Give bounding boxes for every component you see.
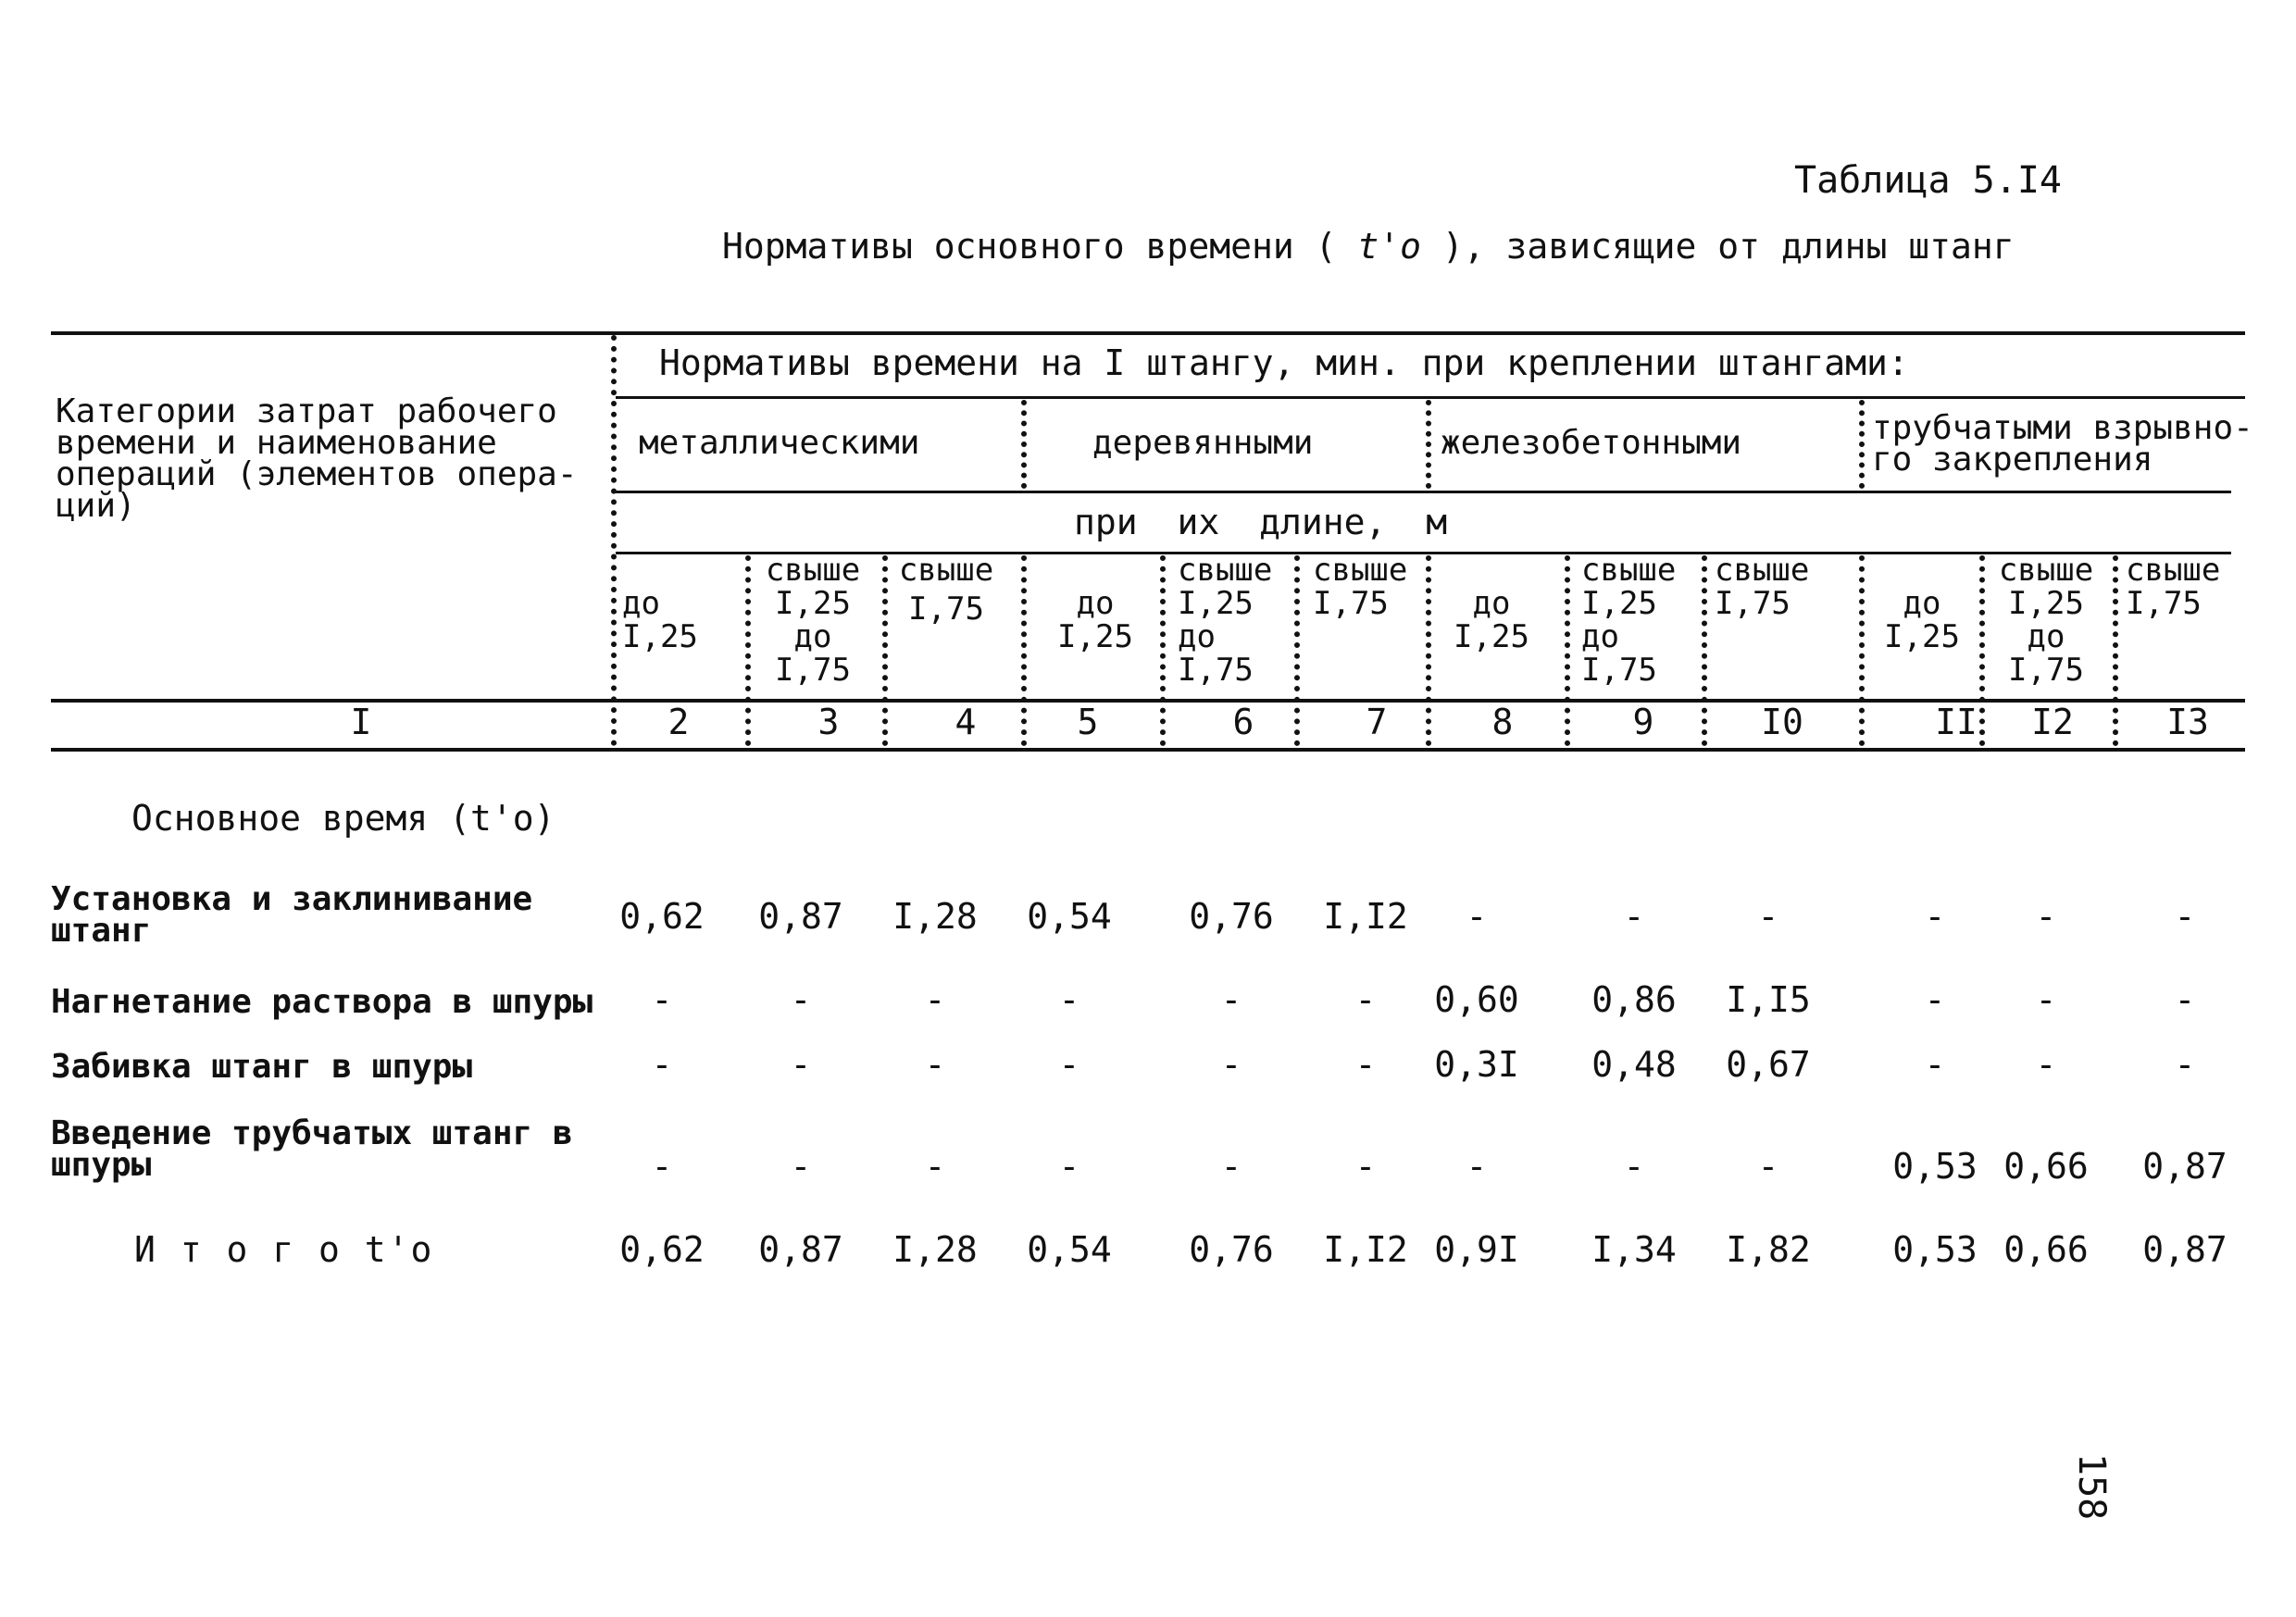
- row-label-installation: Установка и заклинивание штанг: [51, 880, 533, 950]
- table-cell: -: [651, 1044, 673, 1085]
- table-cell: -: [2035, 979, 2057, 1020]
- table-cell: 0,67: [1726, 1044, 1811, 1085]
- row-label-injection: Нагнетание раствора в шпуры: [51, 983, 593, 1021]
- group-title-line: [616, 396, 2245, 399]
- length-title: при их длине, м: [1074, 502, 1448, 542]
- table-cell: 0,62: [619, 896, 705, 937]
- table-cell: -: [2174, 896, 2196, 937]
- table-cell: I,28: [892, 1229, 978, 1270]
- group-sep-2: [1426, 400, 1431, 489]
- table-cell: -: [2174, 1044, 2196, 1085]
- table-cell: I,I2: [1323, 1229, 1408, 1270]
- table-cell: I,82: [1726, 1229, 1811, 1270]
- category-header: Категории затрат рабочего времени и наименование операций (элементов опера- ций): [56, 392, 578, 525]
- table-cell: -: [1466, 1146, 1488, 1187]
- table-cell: -: [924, 1044, 946, 1085]
- table-cell: 0,87: [2142, 1146, 2227, 1187]
- table-cell: -: [1623, 896, 1645, 937]
- table-cell: -: [1354, 1044, 1377, 1085]
- sub-sep-8: [1702, 555, 1707, 746]
- table-cell: -: [1623, 1146, 1645, 1187]
- sub-col-11: до I,25: [1884, 585, 1960, 655]
- sub-col-7: свыше I,75: [1313, 552, 1408, 622]
- table-cell: 0,87: [758, 896, 843, 937]
- table-cell: -: [1220, 979, 1242, 1020]
- table-cell: -: [2035, 1044, 2057, 1085]
- table-cell: -: [1354, 979, 1377, 1020]
- table-top-rule: [51, 331, 2245, 335]
- col-number-2: 2: [668, 702, 690, 742]
- table-cell: I,34: [1591, 1229, 1677, 1270]
- col-number-6: 6: [1232, 702, 1254, 742]
- table-cell: 0,53: [1892, 1146, 1978, 1187]
- table-cell: 0,87: [2142, 1229, 2227, 1270]
- col-number-13: I3: [2166, 702, 2209, 742]
- title-symbol: t'o: [1357, 226, 1421, 267]
- number-row-bottom-rule: [51, 748, 2245, 752]
- table-cell: 0,48: [1591, 1044, 1677, 1085]
- table-cell: 0,66: [2003, 1229, 2089, 1270]
- col-number-3: 3: [817, 702, 840, 742]
- sub-sep-3: [1021, 555, 1027, 746]
- sub-sep-11: [2113, 555, 2118, 746]
- table-cell: -: [1220, 1044, 1242, 1085]
- table-cell: 0,54: [1027, 1229, 1112, 1270]
- col-number-10: I0: [1761, 702, 1803, 742]
- col-number-11: II: [1935, 702, 1978, 742]
- table-cell: 0,53: [1892, 1229, 1978, 1270]
- sub-col-5: до I,25: [1057, 585, 1133, 655]
- group-title: Нормативы времени на I штангу, мин. при креплении штангами:: [659, 342, 1909, 383]
- sub-sep-2: [882, 555, 888, 746]
- table-cell: 0,54: [1027, 896, 1112, 937]
- sub-col-3: свыше I,25 до I,75: [765, 552, 861, 689]
- table-cell: -: [1757, 1146, 1779, 1187]
- page-number: 158: [2070, 1453, 2113, 1521]
- table-cell: -: [1924, 979, 1946, 1020]
- table-title: [722, 226, 2015, 267]
- table-cell: -: [651, 1146, 673, 1187]
- table-cell: -: [651, 979, 673, 1020]
- group-names-line: [616, 491, 2231, 493]
- col-number-9: 9: [1632, 702, 1654, 742]
- table-cell: 0,66: [2003, 1146, 2089, 1187]
- section-title: Основное время (t'o): [131, 798, 555, 839]
- table-cell: -: [924, 1146, 946, 1187]
- table-cell: -: [1220, 1146, 1242, 1187]
- title-prefix: Нормативы основного времени (: [722, 226, 1337, 267]
- table-cell: 0,62: [619, 1229, 705, 1270]
- sub-sep-1: [745, 555, 751, 746]
- col-number-4: 4: [955, 702, 977, 742]
- table-cell: -: [1354, 1146, 1377, 1187]
- total-label: И т о г о t'o: [134, 1229, 434, 1270]
- sub-sep-5: [1294, 555, 1300, 746]
- sub-col-4: свыше I,75: [898, 552, 994, 628]
- col-sep-main: [611, 335, 617, 746]
- col-number-12: I2: [2031, 702, 2074, 742]
- sub-col-6: свыше I,25 до I,75: [1178, 552, 1273, 689]
- sub-col-8: до I,25: [1454, 585, 1529, 655]
- group-concrete: железобетонными: [1441, 424, 1742, 462]
- group-tubular: трубчатыми взрывно- го закрепления: [1872, 409, 2253, 479]
- sub-col-12: свыше I,25 до I,75: [1998, 552, 2094, 689]
- table-cell: -: [2174, 979, 2196, 1020]
- sub-col-9: свыше I,25 до I,75: [1581, 552, 1677, 689]
- col-number-7: 7: [1366, 702, 1388, 742]
- table-cell: I,I5: [1726, 979, 1811, 1020]
- table-cell: -: [1058, 1044, 1080, 1085]
- col-number-5: 5: [1077, 702, 1099, 742]
- table-cell: -: [790, 1044, 812, 1085]
- table-cell: -: [1466, 896, 1488, 937]
- table-cell: I,I2: [1323, 896, 1408, 937]
- table-cell: 0,86: [1591, 979, 1677, 1020]
- table-cell: 0,76: [1189, 896, 1274, 937]
- table-cell: I,28: [892, 896, 978, 937]
- row-label-driving: Забивка штанг в шпуры: [51, 1048, 473, 1086]
- table-cell: -: [924, 979, 946, 1020]
- col-number-8: 8: [1491, 702, 1514, 742]
- table-cell: -: [1058, 1146, 1080, 1187]
- title-suffix: ), зависящие от длины штанг: [1441, 226, 2015, 267]
- table-cell: -: [1058, 979, 1080, 1020]
- group-sep-1: [1021, 400, 1027, 489]
- col-number-1: I: [350, 702, 372, 742]
- sub-col-2: до I,25: [622, 585, 698, 655]
- group-sep-3: [1859, 400, 1865, 489]
- table-cell: 0,3I: [1434, 1044, 1519, 1085]
- sub-sep-7: [1565, 555, 1570, 746]
- table-cell: -: [2035, 896, 2057, 937]
- table-cell: -: [790, 979, 812, 1020]
- sub-sep-4: [1160, 555, 1166, 746]
- table-cell: -: [1924, 896, 1946, 937]
- table-cell: 0,9I: [1434, 1229, 1519, 1270]
- sub-sep-9: [1859, 555, 1865, 746]
- row-label-tubular: Введение трубчатых штанг в шпуры: [51, 1114, 573, 1184]
- table-label: Таблица 5.I4: [1794, 159, 2062, 202]
- sub-col-13: свыше I,75: [2126, 552, 2221, 622]
- table-cell: -: [1924, 1044, 1946, 1085]
- table-cell: -: [1757, 896, 1779, 937]
- table-cell: 0,76: [1189, 1229, 1274, 1270]
- table-cell: -: [790, 1146, 812, 1187]
- sub-col-10: свыше I,75: [1715, 552, 1810, 622]
- table-cell: 0,60: [1434, 979, 1519, 1020]
- group-wood: деревянными: [1092, 424, 1314, 462]
- table-cell: 0,87: [758, 1229, 843, 1270]
- group-metal: металлическими: [639, 424, 920, 462]
